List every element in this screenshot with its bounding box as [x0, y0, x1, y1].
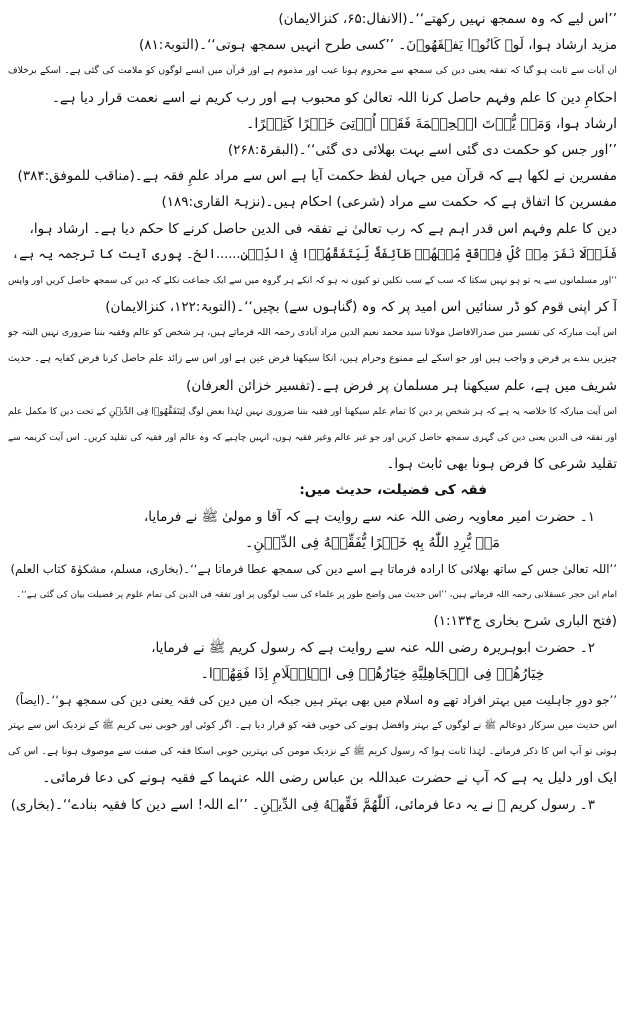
text-line: ’’اس لیے کہ وہ سمجھ نہیں رکھتے‘‘۔(الانفال:۶۵، کنزالایمان)	[278, 11, 617, 27]
text-line: احکامِ دین کا علم وفہم حاصل کرنا اللہ تعالیٰ کو محبوب ہے اور رب کریم نے اسے نعمت قرار دیا ہے۔	[51, 89, 617, 106]
text-line: اور تفقہ فی الدین یعنی دین کی گہری سمجھ حاصل کریں اور جو غیر عالم وغیر فقیہ ہوں، انہیں چاہیے کہ وہ عالم اور فقیہ کی تقلید کریں۔ اس آیت کریمہ سے	[8, 433, 617, 443]
hadith-intro-line: ۱۔ حضرت امیر معاویہ رضی اللہ عنہ سے روایت ہے کہ آقا و مولیٰ ﷺ نے فرمایا،	[143, 508, 595, 525]
text-line: ’’جو دورِ جاہلیت میں بہتر افراد تھے وہ اسلام میں بھی بہتر ہیں جبکہ ان میں دین کی فقہ یعنی دین کی سمجھ ہو‘‘۔(ایضاً)	[15, 692, 617, 707]
text-line: مفسرین نے لکھا ہے کہ قرآن میں جہاں لفظ حکمت آیا ہے اس سے مراد علمِ فقہ ہے۔(مناقب للموفق:۳۸۴)	[17, 168, 617, 185]
text-line: ہوتی تو آپ اس کا ذکر فرماتے۔ لہٰذا ثابت ہوا کہ رسول کریم ﷺ کے نزدیک مومن کی بہترین خوبی اسکا فقہ کی صفت سے موصوف ہونا ہے۔ اس کی	[8, 746, 617, 758]
text-line: شریف میں ہے، علم سیکھنا ہر مسلمان پر فرض ہے۔(تفسیر خزائن العرفان)	[186, 377, 617, 394]
text-line: چیزیں بندے پر فرض و واجب ہیں اور جو اسکے لیے ممنوع وحرام ہیں، انکا سیکھنا فرض عین ہے اور اس سے زائد علم حاصل کرنا فرض کفایہ ہے۔ حدیث	[8, 353, 617, 365]
text-line: آ کر اپنی قوم کو ڈر سنائیں اس امید پر کہ وہ (گناہوں سے) بچیں‘‘۔(التوبۃ:۱۲۲، کنزالایمان)	[105, 299, 617, 316]
hadith-arabic-line: خِيَارُهُمۡ فِى الۡجَاهِلِيَّةِ خِيَارُهُمۡ فِى الۡاِسۡلَامِ اِذَا فَقِهُوۡا۔	[200, 665, 545, 682]
text-line: اس حدیث میں سرکار دوعالم ﷺ نے لوگوں کے بہتر وافضل ہونے کی خوبی فقہ کو قرار دیا ہے۔ اگر کوئی اور خوبی نبی کریم ﷺ کے نزدیک اس سے بہتر	[8, 720, 617, 732]
section-heading: فقہ کی فضیلت، حدیث میں:	[299, 482, 487, 499]
text-line: امام ابن حجر عسقلانی رحمہ اللہ فرماتے ہیں، ’’اس حدیث میں واضح طور پر علماء کی سب لوگوں پر اور تفقہ فی الدین کی تمام علوم پر فضیلت بیان کی گئی ہے‘‘۔	[16, 590, 617, 601]
text-line: ’’اور مسلمانوں سے یہ تو ہو نہیں سکتا کہ سب کے سب نکلیں تو کیوں نہ ہو کہ انکے ہر گروہ میں سے ایک جماعت نکلے کہ دین کی سمجھ حاصل کریں اور واپس	[8, 275, 617, 286]
text-line: دین کا علم وفہم اس قدر اہم ہے کہ رب تعالیٰ نے تفقہ فی الدین حاصل کرنے کا حکم دیا ہے۔ ارشاد ہوا،	[29, 220, 617, 237]
text-line: ’’اللہ تعالیٰ جس کے ساتھ بھلائی کا ارادہ فرماتا ہے اسے دین کی سمجھ عطا فرماتا ہے‘‘۔(بخاری، مسلم، مشکوٰۃ کتاب العلم)	[10, 561, 617, 576]
hadith-intro-line: ۲۔ حضرت ابوہریرہ رضی اللہ عنہ سے روایت ہے کہ رسول کریم ﷺ نے فرمایا،	[151, 639, 595, 656]
text-line: تقلید شرعی کا فرض ہونا بھی ثابت ہوا۔	[386, 456, 617, 473]
text-line: مزید ارشاد ہوا، لَوۡ كَانُوۡا يَفۡقَهُوۡنَ۔ ’’کسی طرح انہیں سمجھ ہوتی‘‘۔(التوبۃ:۸۱)	[138, 37, 617, 54]
text-line: اس آیت مبارکہ کی تفسیر میں صدرالافاضل مولانا سید محمد نعیم الدین مراد آبادی رحمہ اللہ فرماتے ہیں، ہر شخص کو عالم وفقیہ بننا ضروری نہیں البتہ جو	[8, 327, 617, 339]
verse-line: فَلَوۡلَا نَفَرَ مِنۡ كُلِّ فِرۡقَةٍ مِّنۡهُمۡ طَآئِفَةٌ لِّيَتَفَقَّهُوۡا فِى الدِّيۡنِ......الخ۔ پوری آیت کا ترجمہ یہ ہے،	[11, 246, 617, 262]
text-line: ان آیات سے ثابت ہو گیا کہ تفقہ یعنی دین کی سمجھ سے محروم ہونا عیب اور مذموم ہے اور قرآن میں ایسے لوگوں کو ملامت کی گئی ہے۔ اسکے برخلاف	[8, 65, 617, 77]
text-line: ’’اور جس کو حکمت دی گئی اسے بہت بھلائی دی گئی‘‘۔(البقرۃ:۲۶۸)	[227, 141, 617, 158]
verse-line: ارشاد ہوا، وَمَنۡ يُّؤۡتَ الۡحِكۡمَةَ فَقَدۡ اُوۡتِىَ خَيۡرًا كَثِيۡرًا۔	[246, 115, 617, 132]
hadith-arabic-line: مَنۡ يُّرِدِ اللّٰهُ بِهٖ خَيۡرًا يُّفَقِّهۡهُ فِى الدِّيۡنِ۔	[245, 534, 500, 551]
hadith-intro-line: ۳۔ رسول کریم ﷺ نے یہ دعا فرمائی، اَللّٰهُمَّ فَقِّهۡهُ فِى الدِّيۡنِ۔ ’’اے اللہ! اسے دین کا فقیہ بنادے‘‘۔(بخاری)	[10, 796, 595, 813]
text-line: (فتح الباری شرح بخاری ج۱:۱۳۴)	[433, 613, 617, 630]
text-line: اس آیت مبارکہ کا خلاصہ یہ ہے کہ ہر شخص پر دین کا تمام علم سیکھنا اور فقیہ بننا ضروری نہیں لہٰذا بعض لوگ لِيَتَفَقَّهُوۡا فِى الدِّيۡنِ کے تحت دین کا مکمل علم	[8, 406, 617, 417]
text-line: ایک اور دلیل یہ ہے کہ آپ نے حضرت عبداللہ بن عباس رضی اللہ عنہما کے فقیہ ہونے کی دعا فرمائی۔	[42, 770, 617, 787]
text-line: مفسرین کا اتفاق ہے کہ حکمت سے مراد (شرعی) احکام ہیں۔(نزہۃ القاری:۱۸۹)	[161, 194, 617, 211]
